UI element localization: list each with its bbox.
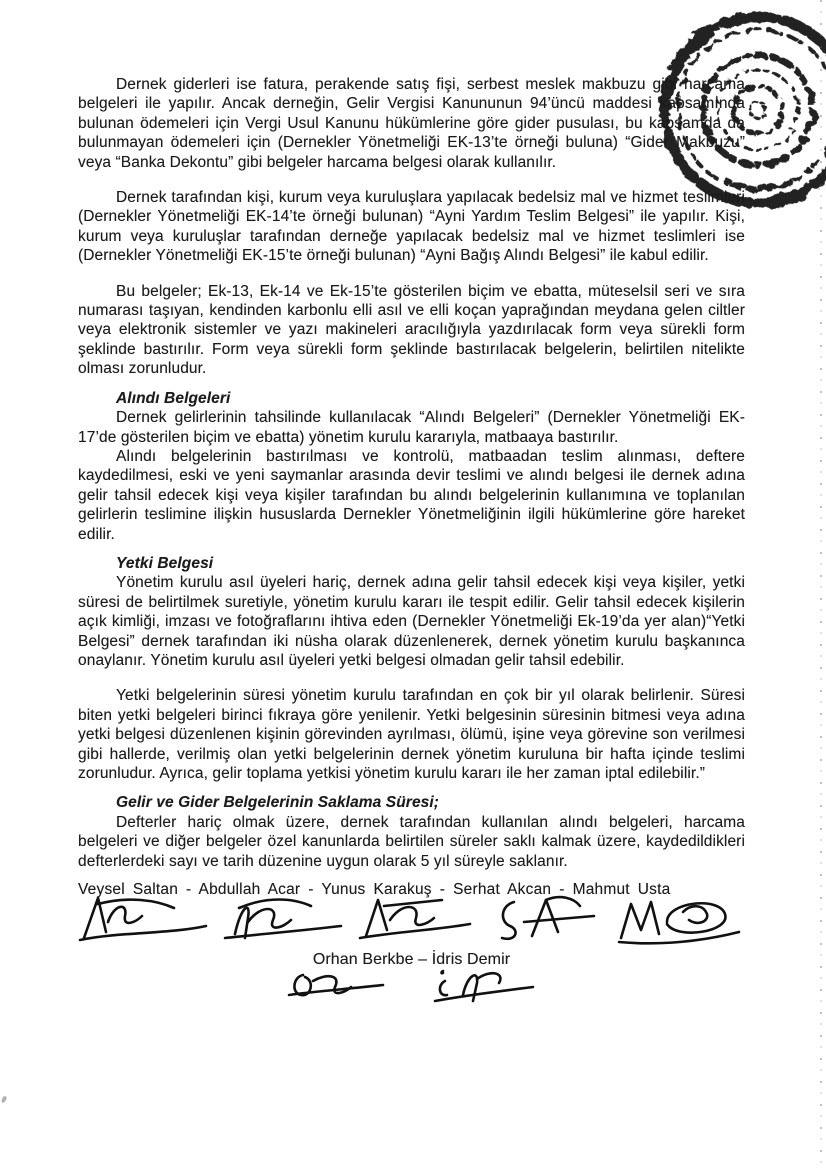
signature-serhat-akcan <box>490 892 602 950</box>
scan-artifact-left-edge <box>1 1095 8 1103</box>
signature-idris-demir <box>433 965 537 1011</box>
paragraph-yetki-belgesi-1: Yönetim kurulu asıl üyeleri hariç, dernek adına gelir tahsil edecek kişi veya kişiler, yetki süresi de belirtilmek suretiyle, yönetim kurulu kararı ile tespit edilir. Gelir tahsil edecek kişilerin açık kimliği, imzası ve fotoğraflarını ihtiva eden (Dernekler Yönetmeliği Ek-19’da yer alan)“Yetki Belgesi” dernek tarafından iki nüsha olarak düzenlenerek, dernek yönetim kurulu başkanınca onaylanır. Yönetim kurulu asıl üyeleri yetki belgesi olmadan gelir tahsil edebilir. <box>78 574 745 669</box>
paragraph-alindi-belgeleri-1: Dernek gelirlerinin tahsilinde kullanılacak “Alındı Belgeleri” (Dernekler Yönetmeliği EK- 17’de gösterilen biçim ve ebatta) yönetim kurulu kararıyla, matbaaya bastırılır. <box>78 409 745 446</box>
heading-alindi-belgeleri: Alındı Belgeleri <box>116 389 231 407</box>
signature-abdullah-acar <box>223 892 345 950</box>
signatory-names-row1: Veysel Saltan - Abdullah Acar - Yunus Karakuş - Serhat Akcan - Mahmut Usta <box>78 881 671 899</box>
signature-row1 <box>78 892 745 950</box>
paragraph-harcama-belgeleri: Dernek giderleri ise fatura, perakende satış fişi, serbest meslek makbuzu gibi harcama belgeleri ile yapılır. Ancak derneğin, Gelir Vergisi Kanununun 94’üncü maddesi kapsamında bulunan ödemeleri için Vergi Usul Kanunu hükümlerine göre gider pusulası, bu kapsamda da bulunmayan ödemeleri için (Dernekler Yönetmeliği EK-13’te örneği buluna) “Gider Makbuzu” veya “Banka Dekontu” gibi belgeler harcama belgesi olarak kullanılır. <box>78 76 745 171</box>
signature-mahmut-usta <box>615 892 745 950</box>
paragraph-bu-belgeler: Bu belgeler; Ek-13, Ek-14 ve Ek-15’te gösterilen biçim ve ebatta, müteselsil seri ve sıra numarası taşıyan, kendinden karbonlu elli asıl ve elli koçan yaprağından meydana gelen ciltler veya elektronik sistemler ve yazı makineleri aracılığıyla yazdırılacak form veya sürekli form şeklinde bastırılır. Form veya sürekli form şeklinde bastırılacak belgelerin, belirtilen nitelikte olması zorunludur. <box>78 282 745 378</box>
paragraph-ayni-yardim: Dernek tarafından kişi, kurum veya kuruluşlara yapılacak bedelsiz mal ve hizmet teslimleri (Dernekler Yönetmeliği EK-14’te örneği bulunan) “Ayni Yardım Teslim Belgesi” ile yapılır. Kişi, kurum veya kuruluşlar tarafından derneğe yapılacak bedelsiz mal ve hizmet teslimleri ise (Dernekler Yönetmeliği EK-15’te örneği bulunan) “Ayni Bağış Alındı Belgesi” ile kabul edilir. <box>78 189 745 265</box>
scan-artifact-right-edge <box>820 0 822 1168</box>
signature-yunus-karakus <box>358 892 478 950</box>
signatory-names-row2: Orhan Berkbe – İdris Demir <box>312 951 511 969</box>
paragraph-alindi-belgeleri-2: Alındı belgelerinin bastırılması ve kontrolü, matbaadan teslim alınması, deftere kaydedilmesi, eski ve yeni saymanlar arasında devir teslimi ve alındı belgesi ile dernek adına gelir tahsil edecek kişi veya kişiler tarafından bu alındı belgelerinin kullanımına ve toplanılan gelirlerin teslimine ilişkin hususlarda Dernekler Yönetmeliğinin ilgili hükümlerine göre hareket edilir. <box>78 447 745 543</box>
heading-saklama-suresi: Gelir ve Gider Belgelerinin Saklama Süresi; <box>116 794 440 812</box>
paragraph-yetki-belgesi-2: Yetki belgelerinin süresi yönetim kurulu tarafından en çok bir yıl olarak belirlenir. Süresi biten yetki belgeleri birinci fıkraya göre yenilenir. Yetki belgesinin süresinin bitmesi veya adına yetki belgesi düzenlenen kişinin görevinden ayrılması, ölümü, işine veya görevine son verilmesi gibi hallerde, verilmiş olan yetki belgelerinin dernek yönetim kuruluna bir hafta içinde teslimi zorunludur. Ayrıca, gelir toplama yetkisi yönetim kurulu kararı ile her zaman iptal edilebilir.” <box>78 687 745 782</box>
signature-orhan-berkbe <box>287 965 387 1011</box>
signature-row2 <box>78 965 745 1015</box>
paragraph-saklama-suresi: Defterler hariç olmak üzere, dernek tarafından kullanılan alındı belgeleri, harcama belgeleri ve diğer belgeler özel kanunlarda belirtilen süreler saklı kalmak üzere, kaydedildikleri defterlerdeki sayı ve tarih düzenine uygun olarak 5 yıl süreyle saklanır. <box>78 813 745 870</box>
signature-veysel-saltan <box>78 892 210 950</box>
heading-yetki-belgesi: Yetki Belgesi <box>116 554 214 572</box>
document-body <box>78 75 745 1015</box>
